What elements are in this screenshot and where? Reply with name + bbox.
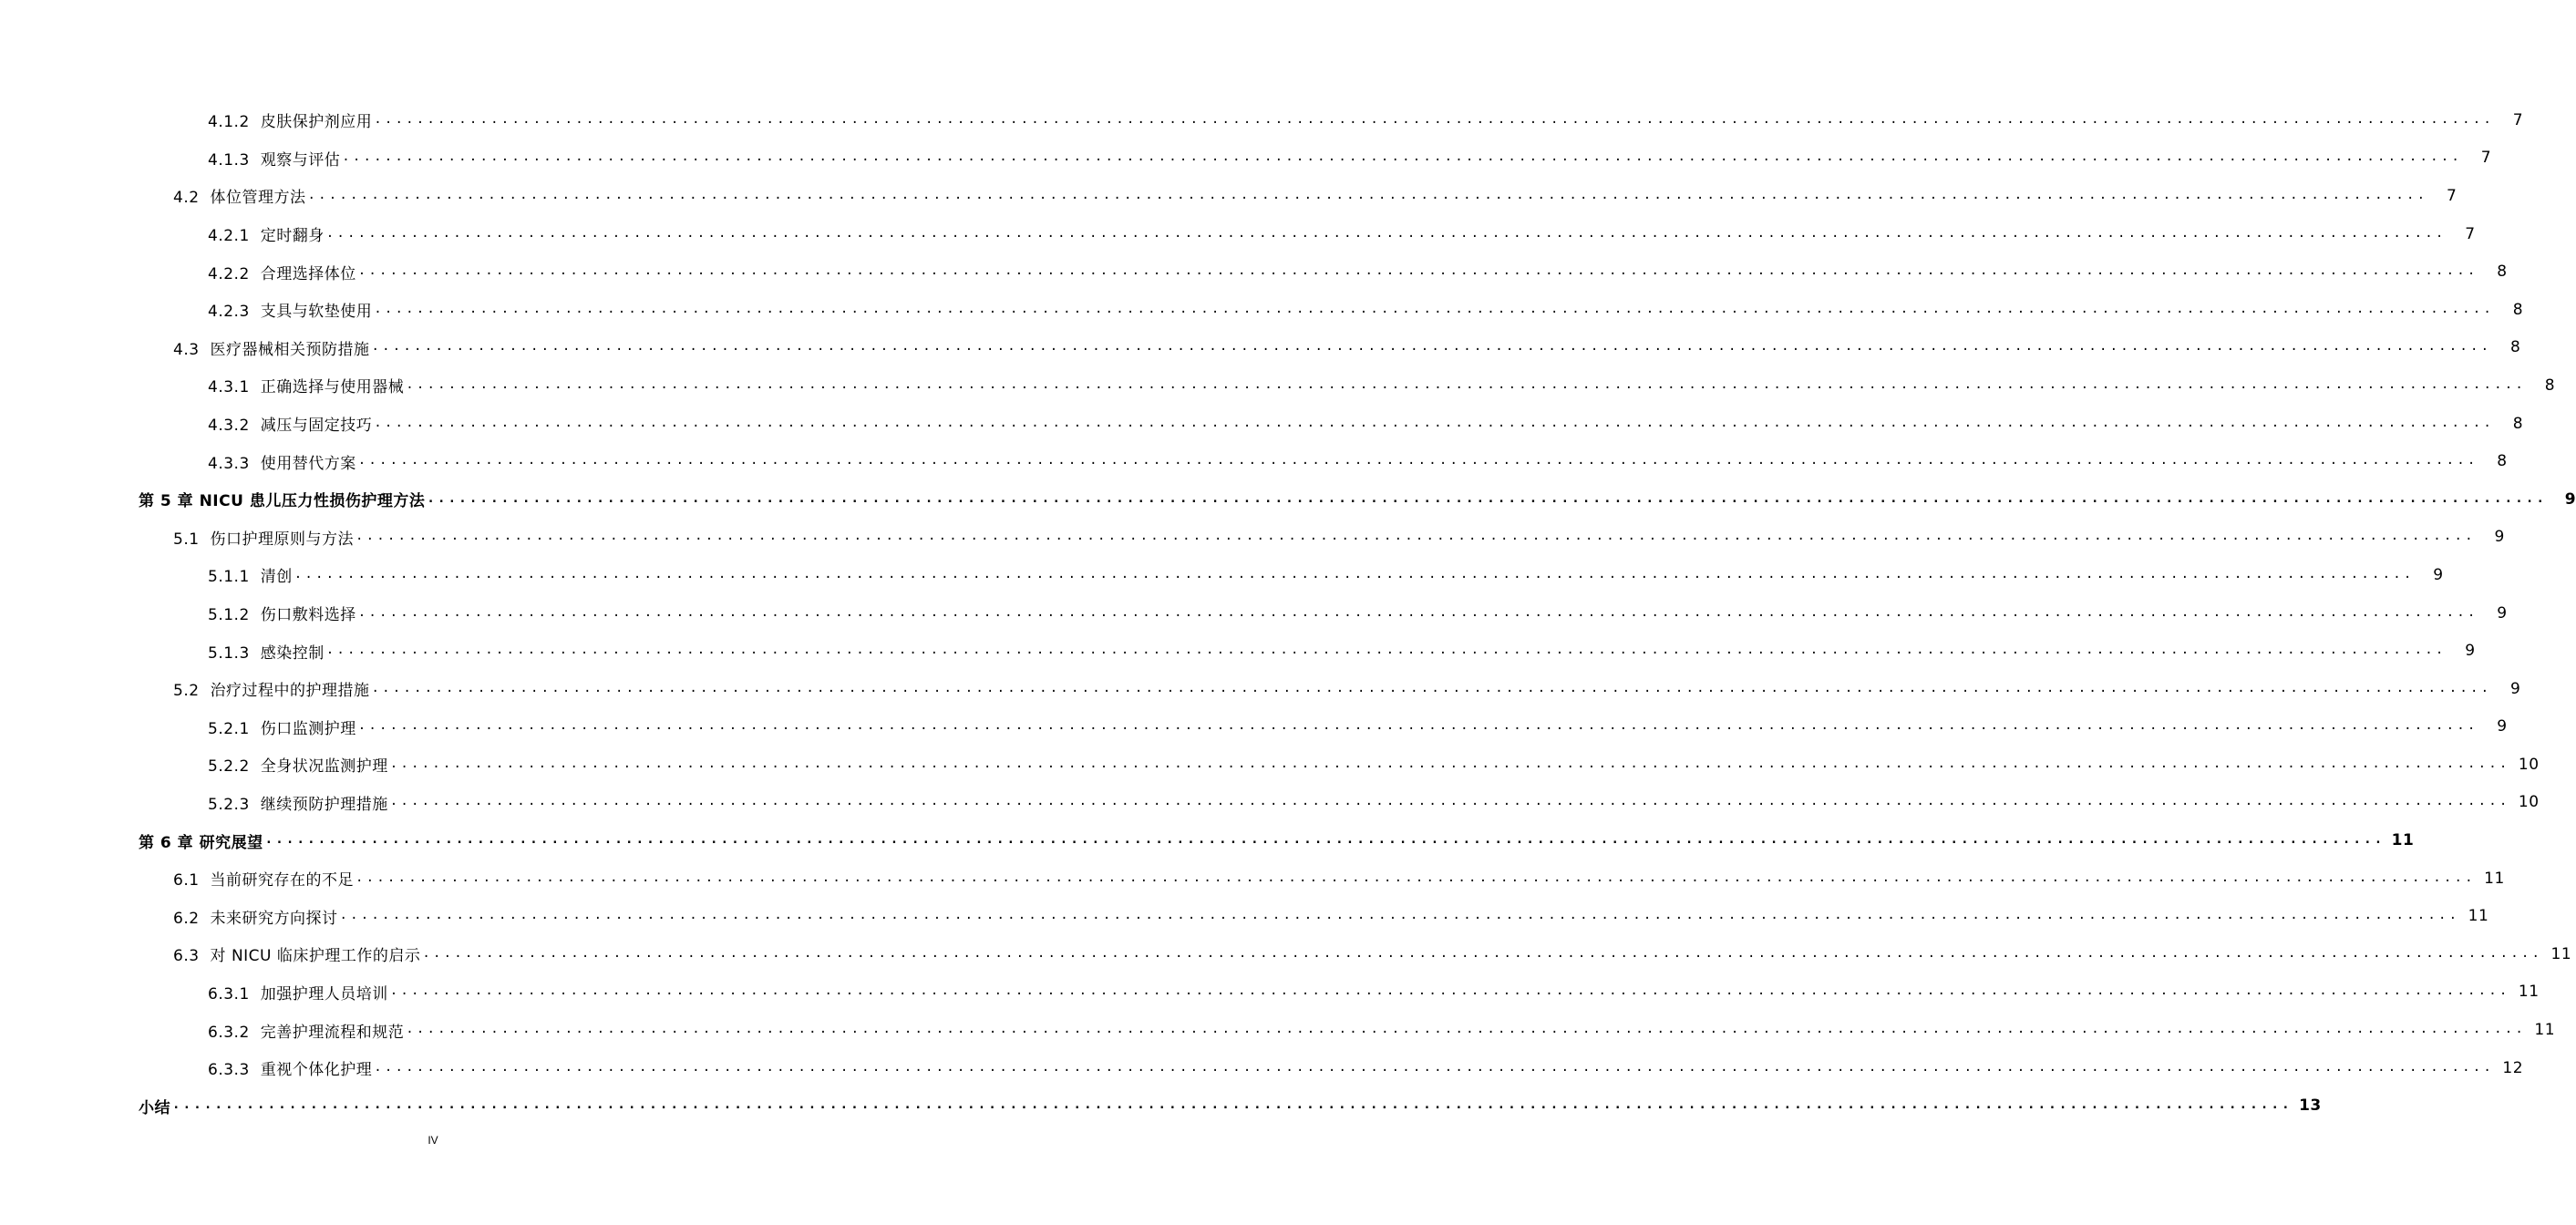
toc-entry-page: 9 [2497,603,2508,623]
toc-entry-number: 4.2.2 [208,264,250,283]
toc-entry[interactable] [0,784,2540,822]
dot-leader: ........................................................................................................................................................................................................ [374,301,2495,316]
toc-entry-title [208,640,325,663]
toc-entry-text: 支具与软垫使用 [260,303,373,322]
toc-entry[interactable] [0,746,2540,784]
toc-entry[interactable] [0,594,2508,633]
toc-entry-number: 5.2.1 [208,719,250,738]
toc-entry-text: 伤口护理原则与方法 [210,530,355,549]
toc-entry-page: 11 [2391,831,2415,850]
toc-entry-number: 6.3.3 [208,1061,250,1080]
toc-entry-text: 皮肤保护剂应用 [260,113,373,132]
toc-entry-text: 合理选择体位 [260,264,356,283]
toc-entry-text: 减压与固定技巧 [260,417,373,436]
toc-entry-number: 6.3.1 [208,984,250,1004]
toc-entry-number: 4.1.3 [208,150,250,170]
toc-entry[interactable] [0,897,2489,935]
dot-leader: ........................................................................................................................................................................................................ [355,529,2476,544]
toc-entry-number: 6.2 [173,909,200,928]
toc-entry[interactable] [0,670,2521,708]
toc-entry-title [208,412,372,435]
toc-entry-number: 4.2 [173,189,200,208]
dot-leader: ........................................................................................................................................................................................................ [325,643,2447,658]
toc-entry-page: 9 [2465,642,2476,661]
toc-entry[interactable] [0,935,2572,973]
toc-entry[interactable] [0,708,2508,746]
toc-entry-title [208,374,404,396]
toc-entry-number: 4.3.3 [208,454,250,473]
page-number: IV [428,1134,438,1147]
toc-entry-title [208,602,356,624]
toc-entry-title [208,450,356,473]
toc-entry-text: 完善护理流程和规范 [260,1023,405,1042]
dot-leader: ........................................................................................................................................................................................................ [325,225,2447,241]
toc-entry-page: 10 [2518,755,2540,774]
toc-entry-page: 11 [2550,944,2572,963]
toc-entry-page: 8 [2509,338,2521,357]
toc-entry-number: 4.2.3 [208,303,250,322]
toc-entry-page: 11 [2518,983,2540,1002]
toc-entry[interactable] [0,177,2458,215]
toc-entry-text: 对 NICU 临床护理工作的启示 [210,947,421,966]
toc-entry-page: 8 [2512,300,2524,319]
dot-leader: ........................................................................................................................................................................................................ [339,908,2460,923]
dot-leader: ........................................................................................................................................................................................................ [307,187,2428,202]
toc-entry-page: 8 [2544,376,2556,395]
toc-entry-number: 4.2.1 [208,227,250,246]
toc-entry-number: 5.1.3 [208,643,250,663]
toc-entry-page: 8 [2512,414,2524,433]
toc-entry-page: 12 [2502,1058,2524,1077]
toc-entry-number: 6.3 [173,947,200,966]
toc-entry-number: 5.2.2 [208,757,250,777]
toc-entry-number: 5.1.1 [208,568,250,587]
toc-entry-number: 6.1 [173,871,200,890]
dot-leader: ........................................................................................................................................................................................................ [357,263,2478,279]
toc-entry-text: 正确选择与使用器械 [260,378,405,397]
toc-entry-number: 4.3.2 [208,417,250,436]
dot-leader: ........................................................................................................................................................................................................ [406,376,2527,392]
toc-entry-number: 5.1.2 [208,606,250,625]
toc-entry[interactable] [0,442,2508,480]
toc-entry[interactable] [0,405,2524,443]
toc-entry-title [208,222,325,245]
toc-entry-text: 观察与评估 [260,150,341,170]
toc-entry-title [173,942,420,965]
dot-leader: ........................................................................................................................................................................................................ [389,794,2510,809]
toc-entry[interactable] [0,860,2505,898]
toc-entry-number: 5.2 [173,682,200,701]
toc-entry-title [139,1095,170,1117]
toc-entry-page: 10 [2518,793,2540,812]
toc-entry-text: 治疗过程中的护理措施 [210,682,370,701]
toc-entry-title [139,488,425,510]
toc-entry[interactable] [0,556,2444,594]
table-of-contents [0,101,2576,1125]
toc-entry-page: 9 [2497,717,2508,736]
toc-entry-text: 伤口敷料选择 [260,606,356,625]
toc-entry[interactable] [0,821,2415,860]
toc-entry-title [208,563,293,586]
toc-entry-text: 定时翻身 [260,227,325,246]
toc-entry-title [173,336,370,359]
toc-entry-number: 5.1 [173,530,200,549]
toc-entry[interactable] [0,480,2576,519]
dot-leader: ........................................................................................................................................................................................................ [355,870,2476,885]
dot-leader: ........................................................................................................................................................................................................ [172,1097,2293,1113]
toc-entry-title [139,829,263,852]
toc-entry-text: 使用替代方案 [260,454,356,473]
toc-entry-title [173,867,354,890]
toc-entry-number: 4.1.2 [208,113,250,132]
toc-entry[interactable] [0,519,2505,557]
toc-entry-text: 伤口监测护理 [260,719,356,738]
toc-entry-page: 9 [2564,489,2576,509]
toc-entry-text: 医疗器械相关预防措施 [210,340,370,359]
dot-leader: ........................................................................................................................................................................................................ [427,490,2548,506]
toc-entry[interactable] [0,215,2476,253]
toc-entry-text: 小结 [139,1098,170,1117]
toc-entry-text: 第 5 章 NICU 患儿压力性损伤护理方法 [139,492,426,511]
dot-leader: ........................................................................................................................................................................................................ [357,453,2478,468]
dot-leader: ........................................................................................................................................................................................................ [406,1022,2527,1037]
toc-entry-number: 4.3.1 [208,378,250,397]
toc-entry-page: 8 [2497,452,2508,471]
toc-entry[interactable] [0,1086,2322,1125]
toc-entry-number: 5.2.3 [208,795,250,814]
toc-entry[interactable] [0,329,2521,367]
toc-entry-page: 11 [2484,869,2505,888]
toc-entry[interactable] [0,291,2524,329]
dot-leader: ........................................................................................................................................................................................................ [264,832,2385,848]
toc-entry[interactable] [0,632,2476,670]
toc-entry[interactable] [0,1011,2556,1049]
toc-entry-page: 9 [2433,565,2444,584]
dot-leader: ........................................................................................................................................................................................................ [342,149,2463,165]
dot-leader: ........................................................................................................................................................................................................ [422,945,2543,961]
toc-entry-page: 7 [2446,186,2458,205]
toc-entry-title [173,526,354,549]
toc-entry-title [208,715,356,738]
toc-entry-title [208,147,340,170]
toc-entry[interactable] [0,139,2492,178]
dot-leader: ........................................................................................................................................................................................................ [374,1059,2495,1075]
toc-entry-text: 未来研究方向探讨 [210,909,338,928]
toc-entry[interactable] [0,252,2508,291]
dot-leader: ........................................................................................................................................................................................................ [371,339,2492,355]
toc-entry-title [173,184,306,207]
toc-entry-text: 当前研究存在的不足 [210,871,355,890]
toc-entry[interactable] [0,1049,2524,1087]
toc-entry-title [208,108,372,131]
dot-leader: ........................................................................................................................................................................................................ [357,604,2478,620]
toc-entry-text: 全身状况监测护理 [260,757,388,777]
toc-entry-title [208,981,388,1004]
toc-entry-title [208,791,388,814]
dot-leader: ........................................................................................................................................................................................................ [389,983,2510,999]
dot-leader: ........................................................................................................................................................................................................ [357,718,2478,734]
toc-entry-page: 7 [2465,224,2476,243]
toc-entry-title [173,677,370,700]
toc-entry-title [208,1056,372,1079]
toc-entry-page: 7 [2512,110,2524,129]
toc-entry-page: 7 [2480,149,2492,168]
toc-entry-text: 继续预防护理措施 [260,795,388,814]
dot-leader: ........................................................................................................................................................................................................ [374,111,2495,127]
toc-entry-number: 4.3 [173,340,200,359]
toc-entry-title [208,261,356,283]
dot-leader: ........................................................................................................................................................................................................ [294,566,2415,582]
toc-entry-text: 清创 [260,568,293,587]
toc-entry-number: 6.3.2 [208,1023,250,1042]
toc-entry-text: 感染控制 [260,643,325,663]
toc-entry[interactable] [0,366,2556,405]
toc-entry-text: 加强护理人员培训 [260,984,388,1004]
toc-entry-title [208,298,372,321]
toc-entry-title [173,905,338,928]
dot-leader: ........................................................................................................................................................................................................ [374,415,2495,430]
toc-entry-page: 8 [2497,262,2508,282]
toc-entry[interactable] [0,101,2524,139]
toc-entry-page: 9 [2494,528,2505,547]
toc-entry-title [208,1019,404,1042]
toc-entry-text: 重视个体化护理 [260,1061,373,1080]
toc-entry[interactable] [0,973,2540,1012]
dot-leader: ........................................................................................................................................................................................................ [389,756,2510,771]
toc-entry-page: 9 [2509,679,2521,698]
toc-entry-text: 第 6 章 研究展望 [139,833,263,852]
toc-entry-title [208,753,388,776]
toc-entry-page: 11 [2468,907,2489,926]
toc-entry-text: 体位管理方法 [210,189,306,208]
toc-entry-page: 11 [2534,1021,2556,1040]
toc-entry-page: 13 [2299,1096,2322,1116]
dot-leader: ........................................................................................................................................................................................................ [371,680,2492,695]
